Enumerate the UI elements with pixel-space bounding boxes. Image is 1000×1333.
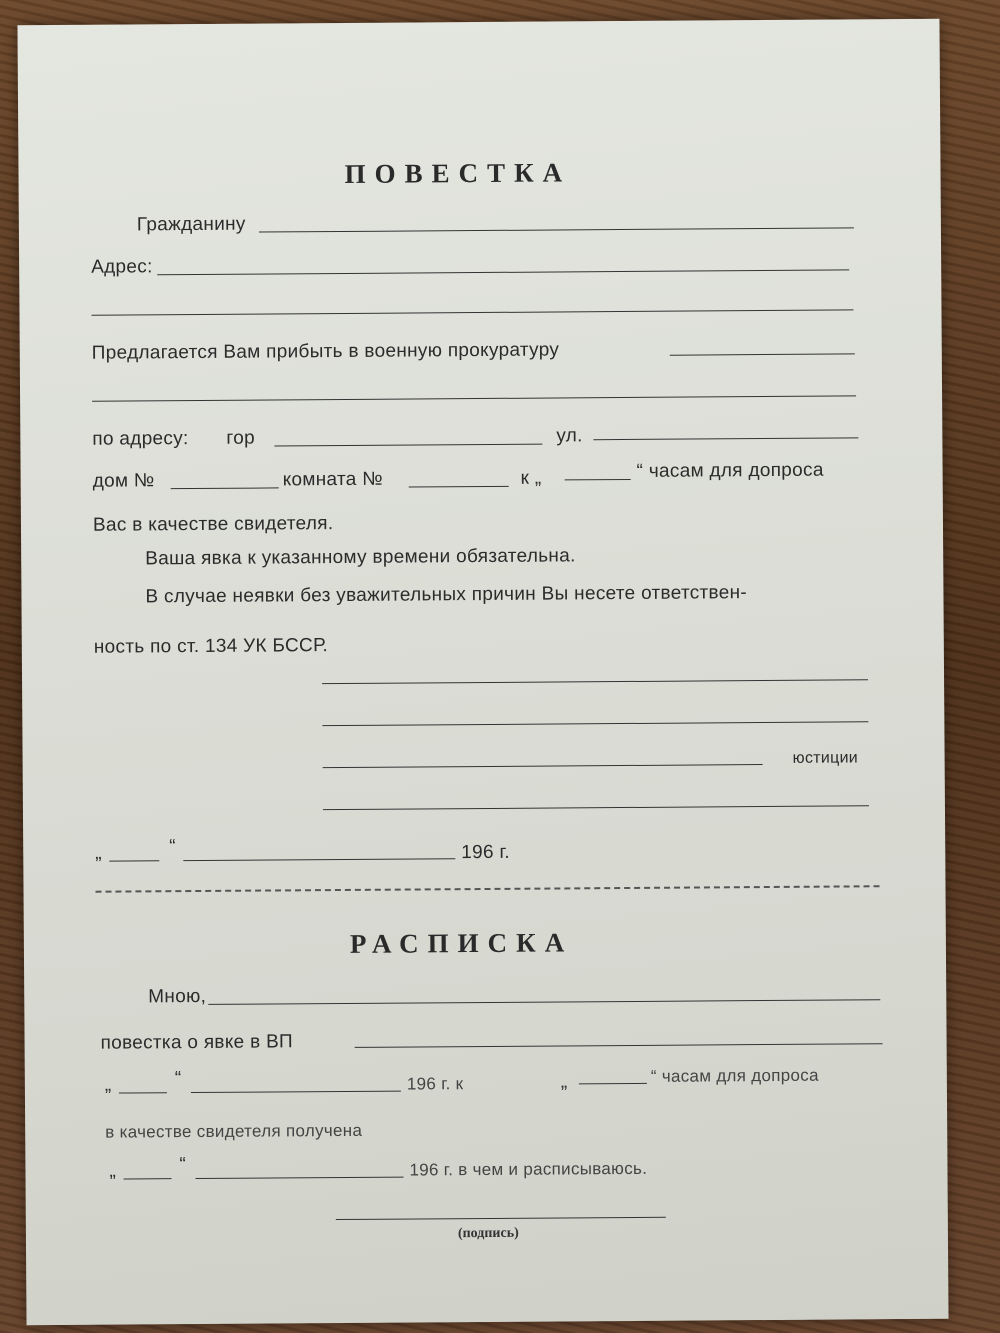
citizen-field-line	[259, 227, 854, 232]
receipt-year-sign-text: 196 г. в чем и расписываюсь.	[409, 1158, 648, 1180]
witness-text: Вас в качестве свидетеля.	[92, 513, 334, 536]
receipt-date-open-quote: „	[104, 1074, 112, 1096]
liability-line-1: В случае неявки без уважительных причин Вы несете ответствен-	[145, 582, 748, 608]
year-label: 196 г.	[461, 841, 511, 864]
summons-title: ПОВЕСТКА	[344, 157, 572, 189]
city-label: гор	[226, 427, 255, 449]
date-close-quote: “	[169, 836, 176, 858]
sign-date-close-quote: “	[179, 1154, 187, 1176]
date-open-quote: „	[95, 842, 102, 864]
date-day-line	[109, 860, 159, 861]
recipient-name-line	[208, 999, 880, 1005]
summons-form-sheet	[17, 19, 948, 1325]
receipt-hour-suffix: “ часам для допроса	[650, 1065, 819, 1086]
received-text: в качестве свидетеля получена	[105, 1120, 363, 1142]
signature-label: (подпись)	[457, 1225, 519, 1242]
receipt-year-hour-text: 196 г. к	[406, 1074, 464, 1094]
receipt-hour-open-quote: „	[560, 1071, 568, 1093]
address-label: Адрес:	[91, 256, 153, 278]
receipt-title: РАСПИСКА	[349, 927, 574, 959]
summons-text: Предлагается Вам прибыть в военную прокуратуру	[91, 339, 560, 364]
hour-field-line	[565, 479, 631, 480]
at-address-label: по адресу:	[92, 428, 189, 450]
date-month-line	[183, 858, 455, 861]
receipt-date-day-line	[119, 1092, 167, 1093]
house-label: дом №	[92, 470, 155, 492]
recipient-signature-line	[336, 1217, 666, 1220]
justice-label: юстиции	[792, 749, 859, 767]
sign-date-month-line	[196, 1177, 404, 1179]
address-field-line-2	[91, 309, 853, 315]
sign-date-open-quote: „	[109, 1160, 117, 1182]
room-field-line	[409, 486, 509, 488]
liability-line-2: ность по ст. 134 УК БССР.	[93, 635, 329, 658]
official-signature-line-1	[322, 679, 868, 684]
official-rank-line	[323, 764, 763, 768]
address-field-line	[157, 269, 849, 275]
official-signature-line-2	[322, 721, 868, 726]
tear-off-line	[96, 885, 880, 892]
sign-date-day-line	[124, 1178, 172, 1179]
prosecutor-office-field-line	[670, 353, 855, 355]
street-field-line	[593, 437, 858, 440]
hour-prefix: к „	[520, 467, 542, 489]
mandatory-text: Ваша явка к указанному времени обязательна.	[145, 545, 576, 570]
notice-field-line	[355, 1043, 883, 1048]
hour-suffix: “ часам для допроса	[636, 459, 824, 482]
city-field-line	[274, 444, 542, 447]
receipt-hour-line	[579, 1083, 647, 1084]
citizen-label: Гражданину	[136, 213, 246, 236]
notice-label: повестка о явке в ВП	[100, 1031, 294, 1054]
house-field-line	[171, 487, 279, 489]
official-name-line	[323, 805, 869, 810]
receipt-date-month-line	[191, 1091, 401, 1093]
me-label: Мною,	[148, 985, 207, 1008]
room-label: комната №	[282, 468, 383, 491]
street-label: ул.	[556, 425, 583, 447]
prosecutor-office-field-line-2	[92, 395, 856, 401]
receipt-date-close-quote: “	[174, 1068, 182, 1090]
